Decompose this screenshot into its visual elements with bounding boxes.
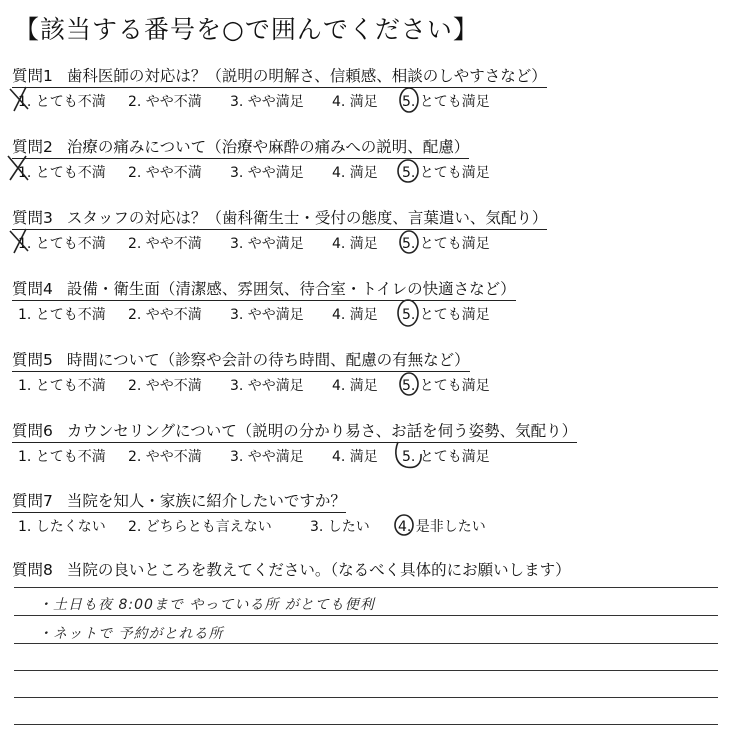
question-4-header <box>12 277 516 301</box>
question-1-header <box>12 64 547 88</box>
question-2 <box>12 135 490 184</box>
question-text: 歯科医師の対応は？（説明の明解さ、信頼感、相談のしやすさなど） <box>66 67 547 85</box>
question-number: 質問3 <box>12 209 53 227</box>
question-number: 質問6 <box>12 422 53 440</box>
option-1[interactable]: 1. したくない <box>18 519 106 535</box>
answer-line <box>14 697 718 698</box>
question-text: スタッフの対応は？（歯科衛生士・受付の態度、言葉遣い、気配り） <box>66 209 548 227</box>
option-2[interactable]: 2. やや不満 <box>128 378 202 394</box>
question-number: 質問1 <box>12 67 53 85</box>
handwritten-answer-2: ・ネットで 予約がとれる所 <box>38 626 224 642</box>
question-6-options <box>12 446 577 468</box>
option-4[interactable]: 4. 満足 <box>332 236 378 252</box>
answer-line <box>14 670 718 671</box>
page-title: 【該当する番号を○で囲んでください】 <box>14 15 479 44</box>
question-number: 質問4 <box>12 280 53 298</box>
option-1[interactable]: 1. とても不満 <box>18 236 106 252</box>
option-1[interactable]: 1. とても不満 <box>18 449 106 465</box>
question-7-header <box>12 489 346 513</box>
option-3[interactable]: 3. やや満足 <box>230 307 304 323</box>
question-7 <box>12 489 486 538</box>
question-2-header <box>12 135 469 159</box>
option-5[interactable]: 5. とても満足 <box>402 94 490 110</box>
answer-line <box>14 615 718 616</box>
question-5-header <box>12 348 470 372</box>
option-3[interactable]: 3. やや満足 <box>230 165 304 181</box>
option-1[interactable]: 1. とても不満 <box>18 165 106 181</box>
option-5[interactable]: 5. とても満足 <box>402 449 490 465</box>
question-3-options <box>12 233 547 255</box>
option-3[interactable]: 3. やや満足 <box>230 94 304 110</box>
option-1[interactable]: 1. とても不満 <box>18 378 106 394</box>
question-text: 治療の痛みについて（治療や麻酔の痛みへの説明、配慮） <box>66 138 470 156</box>
option-5[interactable]: 5. とても満足 <box>402 165 490 181</box>
option-4[interactable]: 4. 満足 <box>332 307 378 323</box>
option-2[interactable]: 2. やや不満 <box>128 236 202 252</box>
option-5[interactable]: 5. とても満足 <box>402 236 490 252</box>
question-number: 質問7 <box>12 492 53 510</box>
option-5[interactable]: 5. とても満足 <box>402 307 490 323</box>
question-number: 質問8 <box>12 561 53 579</box>
question-text: 時間について（診察や会計の待ち時間、配慮の有無など） <box>66 351 470 369</box>
question-7-options <box>12 516 486 538</box>
answer-line <box>14 587 718 588</box>
option-2[interactable]: 2. やや不満 <box>128 165 202 181</box>
question-3-header <box>12 206 547 230</box>
question-text: 当院を知人・家族に紹介したいですか？ <box>66 492 346 510</box>
question-4-options <box>12 304 516 326</box>
option-3[interactable]: 3. やや満足 <box>230 449 304 465</box>
option-1[interactable]: 1. とても不満 <box>18 94 106 110</box>
option-3[interactable]: 3. したい <box>310 519 370 535</box>
question-number: 質問2 <box>12 138 53 156</box>
question-1 <box>12 64 547 113</box>
option-4[interactable]: 4. 満足 <box>332 94 378 110</box>
option-2[interactable]: 2. やや不満 <box>128 94 202 110</box>
option-2[interactable]: 2. どちらとも言えない <box>128 519 272 535</box>
question-5 <box>12 348 490 397</box>
question-text: 当院の良いところを教えてください。（なるべく具体的にお願いします） <box>66 561 571 579</box>
option-4[interactable]: 4. 満足 <box>332 449 378 465</box>
answer-line <box>14 643 718 644</box>
question-1-options <box>12 91 547 113</box>
question-6 <box>12 419 577 468</box>
option-2[interactable]: 2. やや不満 <box>128 307 202 323</box>
option-3[interactable]: 3. やや満足 <box>230 236 304 252</box>
question-text: 設備・衛生面（清潔感、雰囲気、待合室・トイレの快適さなど） <box>66 280 516 298</box>
option-1[interactable]: 1. とても不満 <box>18 307 106 323</box>
option-4[interactable]: 4. 満足 <box>332 378 378 394</box>
question-number: 質問5 <box>12 351 53 369</box>
question-3 <box>12 206 547 255</box>
question-6-header <box>12 419 577 443</box>
question-4 <box>12 277 516 326</box>
answer-line <box>14 724 718 725</box>
option-3[interactable]: 3. やや満足 <box>230 378 304 394</box>
option-2[interactable]: 2. やや不満 <box>128 449 202 465</box>
question-2-options <box>12 162 490 184</box>
handwritten-answer-1: ・土日も夜 8:00まで やっている所 がとても便利 <box>38 597 375 613</box>
question-text: カウンセリングについて（説明の分かり易さ、お話を伺う姿勢、気配り） <box>66 422 578 440</box>
question-5-options <box>12 375 490 397</box>
question-8 <box>12 558 571 580</box>
option-4[interactable]: 4. 是非したい <box>398 519 486 535</box>
option-4[interactable]: 4. 満足 <box>332 165 378 181</box>
option-5[interactable]: 5. とても満足 <box>402 378 490 394</box>
